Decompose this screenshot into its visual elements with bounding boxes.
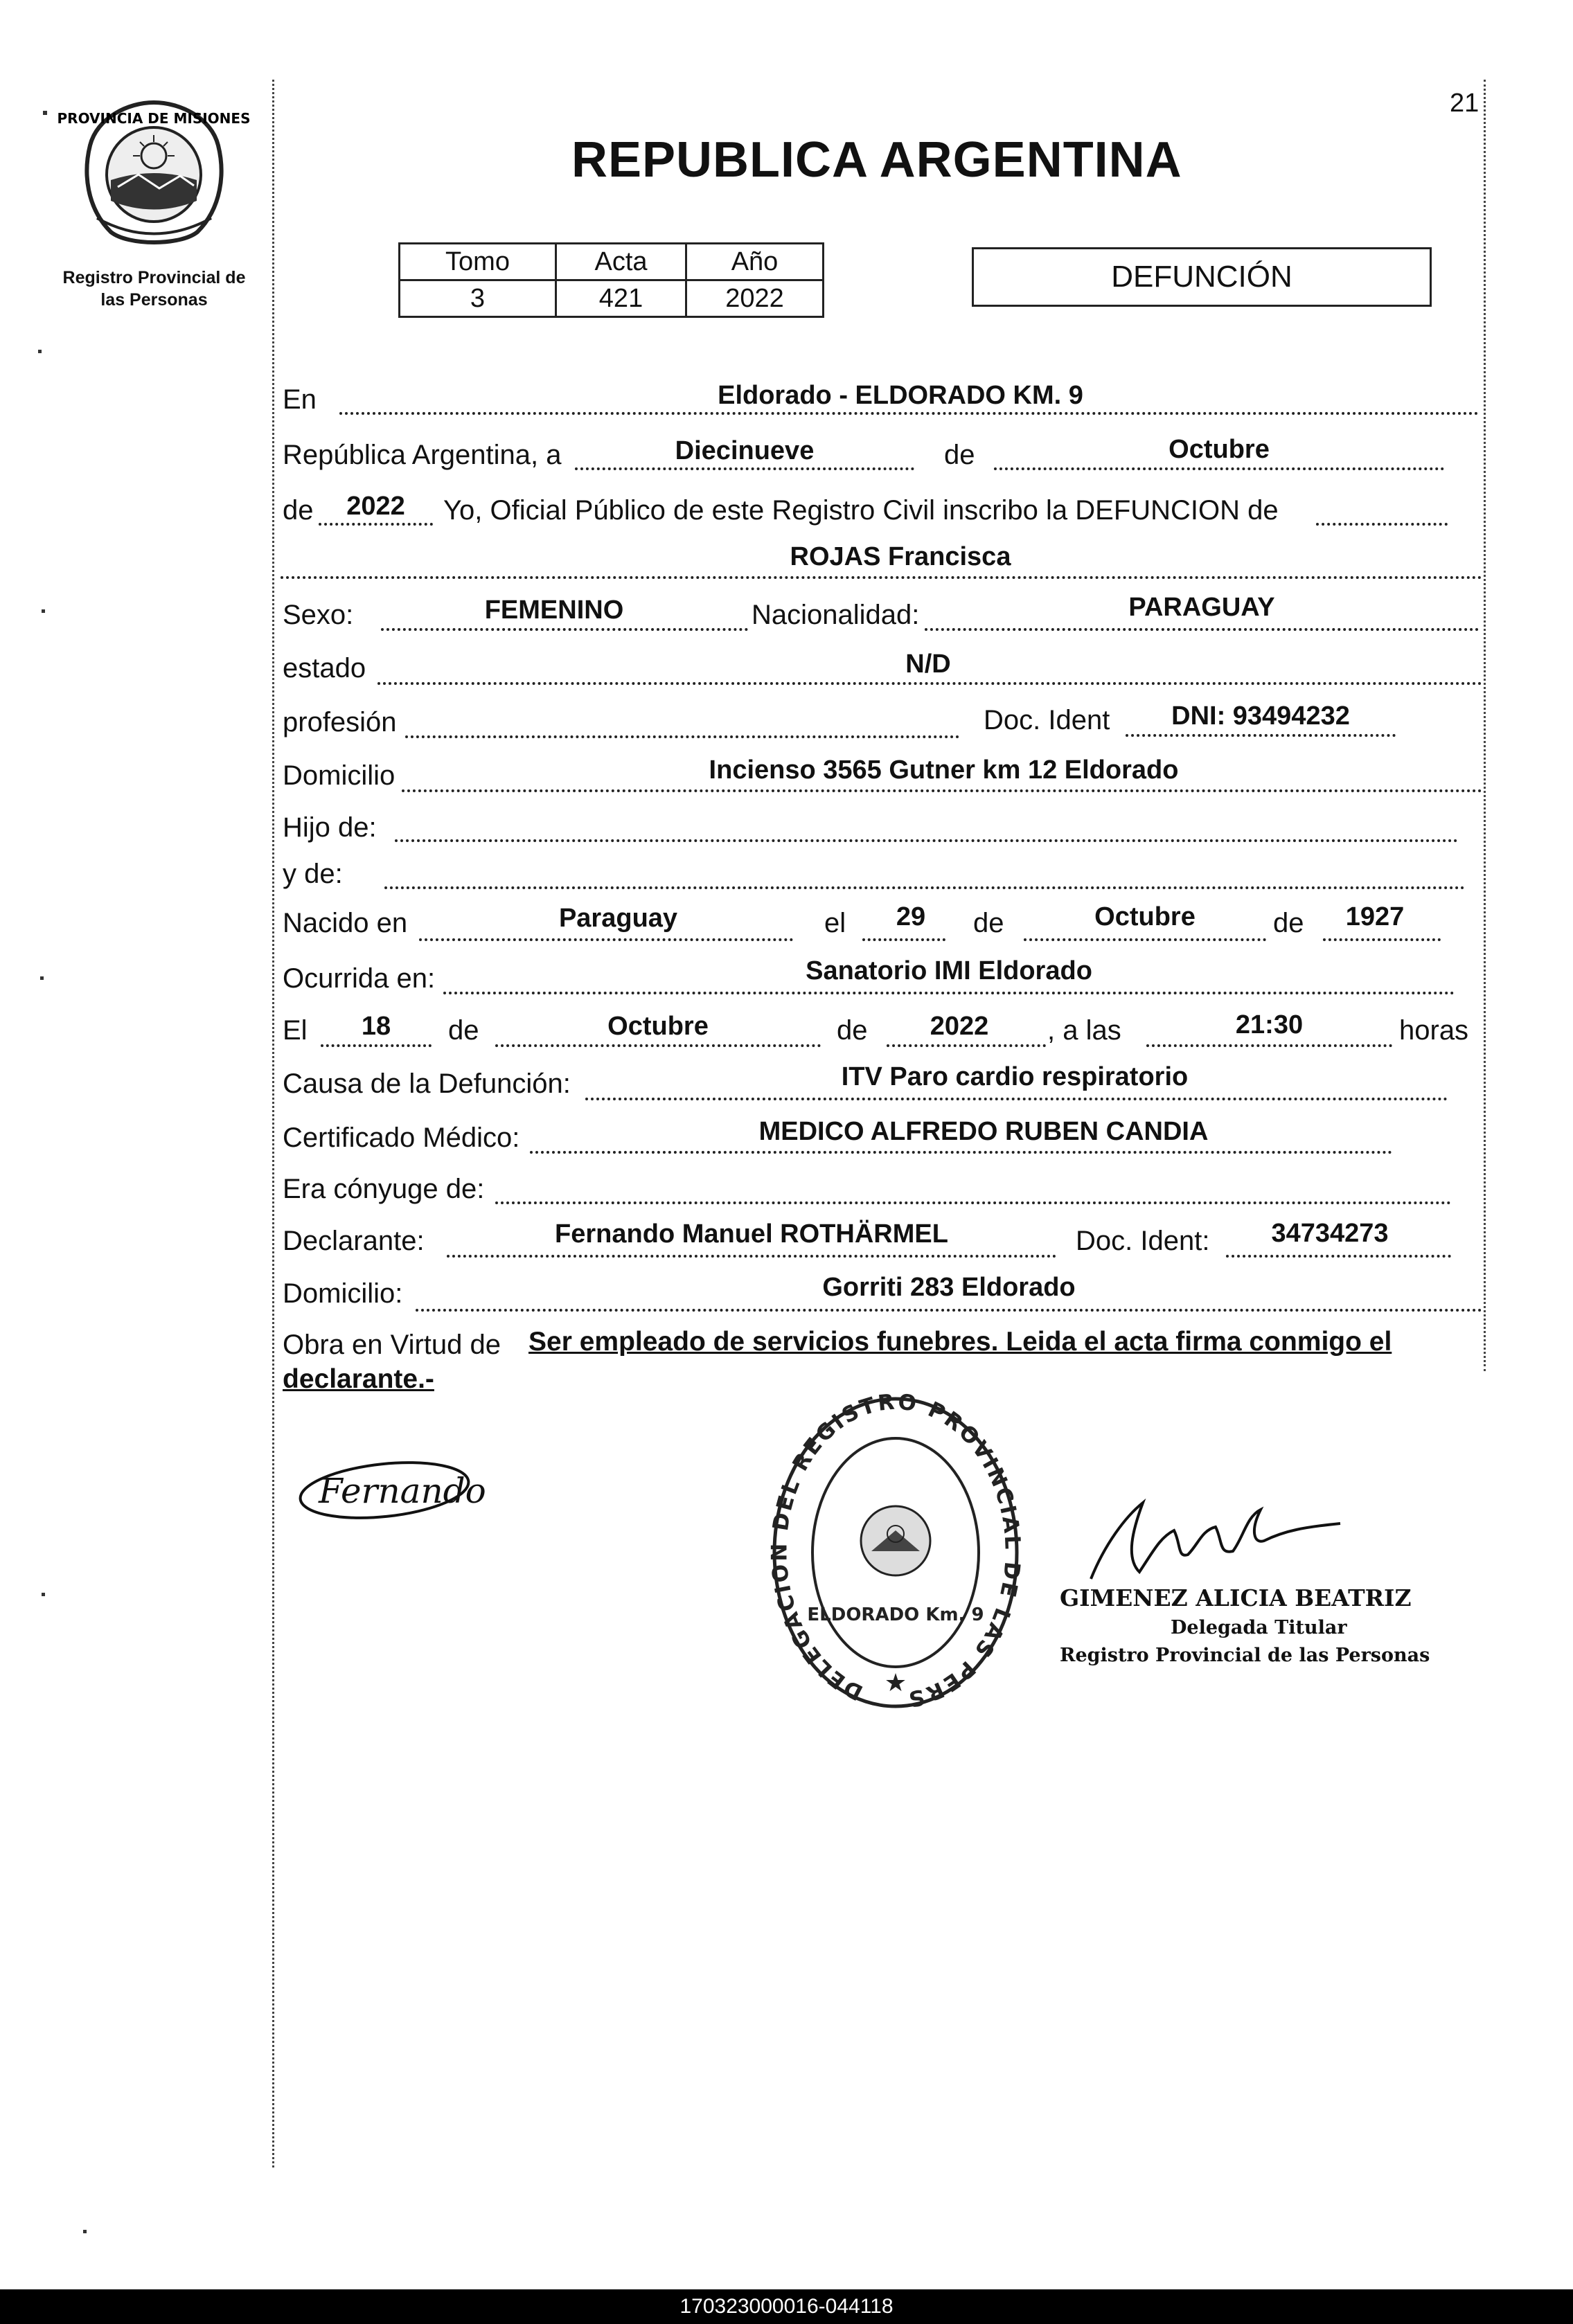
scan-speck [38,350,42,353]
value-tomo: 3 [400,280,556,317]
dotted-line [1126,734,1396,737]
value-anio: 2022 [686,280,824,317]
label-yo-oficial: Yo, Oficial Público de este Registro Civil inscribo la DEFUNCION de [443,495,1279,526]
label-sexo: Sexo: [283,600,354,630]
dotted-line [925,628,1479,631]
stamp-outer-text: DELEGACION DEL REGISTRO PROVINCIAL DE LAS PERS [767,1392,1024,1713]
dotted-line [419,938,793,941]
label-profesion: profesión [283,707,397,738]
logo-text: PROVINCIA DE MISIONES [57,110,251,127]
value-nombre: ROJAS Francisca [790,542,1011,571]
value-nac-dia: 29 [896,902,926,931]
value-obra-line2: declarante.- [283,1364,434,1394]
label-a-las: , a las [1047,1015,1121,1046]
value-acta: 421 [556,280,686,317]
value-anio: 2022 [346,492,405,521]
page-title: REPUBLICA ARGENTINA [571,132,1182,188]
value-def-dia: 18 [361,1012,391,1041]
label-de: de [944,440,975,470]
label-obra: Obra en Virtud de [283,1330,501,1360]
value-ocurrida-en: Sanatorio IMI Eldorado [806,956,1092,985]
label-el-cap: El [283,1015,308,1046]
official-org: Registro Provincial de las Personas [1060,1645,1430,1666]
dotted-line [447,1255,1056,1258]
value-domicilio-declarante: Gorriti 283 Eldorado [822,1273,1076,1302]
col-header-acta: Acta [556,244,686,280]
value-dia-letras: Diecinueve [675,436,815,465]
value-estado: N/D [905,650,951,679]
label-domicilio: Domicilio [283,760,396,791]
dotted-line [319,523,433,526]
right-margin-line [1484,80,1486,1371]
declarant-signature [294,1447,495,1523]
value-hora: 21:30 [1235,1010,1304,1039]
value-nacionalidad: PARAGUAY [1128,593,1275,622]
registry-name: Registro Provincial de las Personas [62,268,246,310]
label-nacido-en: Nacido en [283,908,408,938]
label-y-de: y de: [283,859,343,889]
value-def-anio: 2022 [930,1012,989,1041]
province-logo [57,97,251,253]
dotted-line [402,789,1482,792]
dotted-line [405,735,959,738]
value-declarante: Fernando Manuel ROTHÄRMEL [555,1219,948,1249]
value-obra-line1: Ser empleado de servicios funebres. Leida el acta firma conmigo el [528,1327,1392,1357]
scan-speck [83,2230,87,2233]
dotted-line [377,682,1482,685]
dotted-line [887,1044,1046,1047]
label-certificado: Certificado Médico: [283,1123,520,1153]
label-de-nac-anio: de [1273,908,1304,938]
dotted-line [495,1044,821,1047]
value-sexo: FEMENINO [484,596,624,625]
registry-table [398,242,824,318]
dotted-line [530,1151,1392,1154]
value-nac-anio: 1927 [1345,902,1405,931]
dotted-line [381,628,748,631]
value-def-mes: Octubre [607,1012,709,1041]
label-el: el [824,908,846,938]
value-causa: ITV Paro cardio respiratorio [841,1062,1189,1091]
barcode-strip: 170323000016-044118 [0,2289,1573,2324]
scan-speck [42,609,45,613]
record-type-box: DEFUNCIÓN [972,247,1432,307]
value-certificado: MEDICO ALFREDO RUBEN CANDIA [758,1117,1209,1146]
label-nacionalidad: Nacionalidad: [752,600,920,630]
dotted-line [1323,938,1441,941]
declarant-signature-text: Fernando [319,1471,486,1511]
value-mes: Octubre [1168,435,1270,464]
label-doc-ident: Doc. Ident [984,705,1110,735]
scan-speck [40,976,44,980]
official-stamp [767,1392,1024,1714]
label-en: En [283,384,317,415]
dotted-line [1146,1044,1392,1047]
left-margin-line [272,80,274,2167]
label-domicilio-declarante: Domicilio: [283,1278,403,1309]
value-localidad: Eldorado - ELDORADO KM. 9 [718,381,1083,410]
dotted-line [384,886,1465,889]
label-estado: estado [283,653,366,683]
label-republica: República Argentina, a [283,440,562,470]
official-signature [1077,1489,1354,1593]
dotted-line [575,467,914,470]
value-declarante-doc: 34734273 [1271,1219,1389,1248]
label-de-mes: de [973,908,1004,938]
label-ocurrida-en: Ocurrida en: [283,963,436,994]
official-name: GIMENEZ ALICIA BEATRIZ [1060,1584,1412,1611]
dotted-line [1024,938,1266,941]
label-declarante: Declarante: [283,1226,425,1256]
stamp-star-icon: ★ [884,1668,907,1697]
label-horas: horas [1399,1015,1469,1046]
dotted-line [1316,523,1448,526]
dotted-line [994,467,1444,470]
dotted-line [585,1098,1448,1100]
dotted-line [395,839,1458,842]
scan-speck [43,111,47,115]
label-causa: Causa de la Defunción: [283,1069,571,1099]
dotted-line [321,1044,432,1047]
value-nacido-en: Paraguay [558,904,678,933]
dotted-line [862,938,945,941]
label-de-def-mes: de [448,1015,479,1046]
page-number: 21 [1450,89,1479,118]
scan-speck [42,1593,45,1596]
label-hijo-de: Hijo de: [283,812,377,843]
col-header-anio: Año [686,244,824,280]
dotted-line [339,412,1479,415]
dotted-line [1226,1255,1451,1258]
dotted-line [416,1309,1482,1312]
dotted-line [495,1201,1451,1204]
stamp-inner-text: ELDORADO Km. 9 [807,1605,984,1625]
dotted-line [281,576,1482,579]
col-header-tomo: Tomo [400,244,556,280]
official-role: Delegada Titular [1171,1617,1347,1638]
label-de-def-anio: de [837,1015,868,1046]
value-dni: DNI: 93494232 [1171,701,1350,731]
value-nac-mes: Octubre [1094,902,1196,931]
value-domicilio: Incienso 3565 Gutner km 12 Eldorado [709,756,1179,785]
label-doc-ident-declarante: Doc. Ident: [1076,1226,1210,1256]
label-conyuge: Era cónyuge de: [283,1174,485,1204]
dotted-line [443,992,1455,994]
label-de-anio: de [283,495,314,526]
